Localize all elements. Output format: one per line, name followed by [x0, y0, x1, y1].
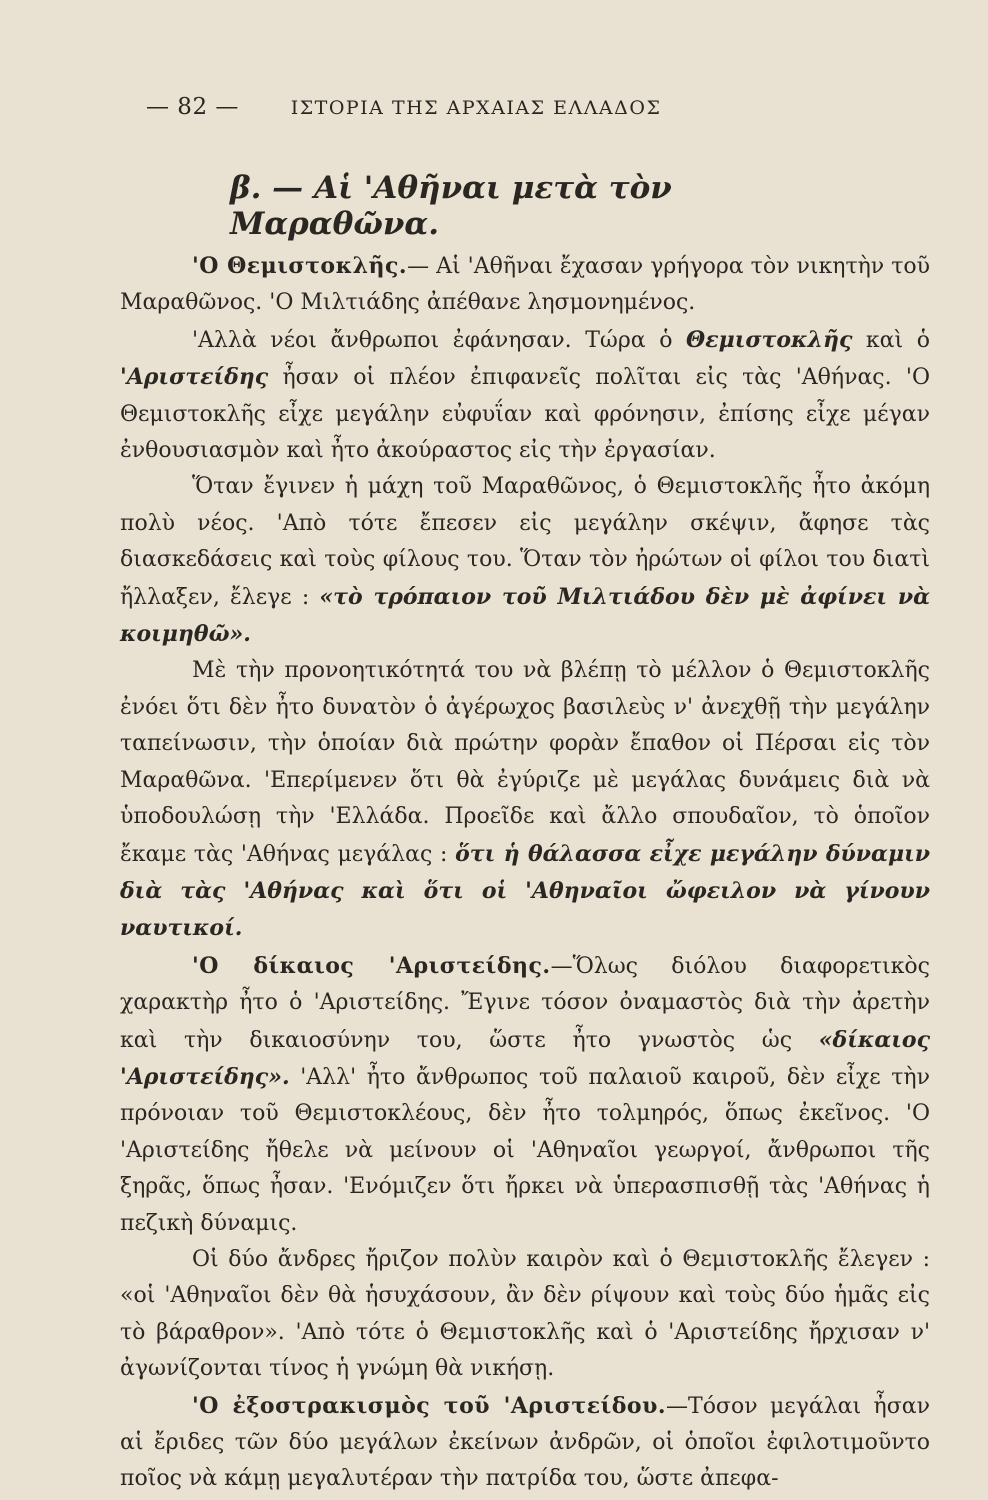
paragraph-text: Μὲ τὴν προνοητικότητά του νὰ βλέπῃ τὸ μέλλον ὁ Θεμιστοκλῆς ἐνόει ὅτι δὲν ἦτο δυνατὸν ὁ ἀγέρωχος βασιλεὺς ν' ἀνεχθῇ τὴν μεγάλην ταπείνωσιν, τὴν ὁποίαν διὰ πρώτην φορὰν ἔπαθον οἱ Πέρσαι εἰς τὸν Μαραθῶνα. 'Επερίμενεν ὅτι θὰ ἐγύριζε μὲ μεγάλας δυνάμεις διὰ νὰ ὑποδουλώσῃ τὴν 'Ελλάδα. Προεῖδε καὶ ἄλλο σπουδαῖον, τὸ ὁποῖον ἔκαμε τὰς 'Αθήνας μεγάλας :	[120, 658, 930, 867]
paragraph-ostracism	[120, 1388, 930, 1498]
paragraph-lead: 'Ο ἐξοστρακισμὸς τοῦ 'Αριστείδου.	[192, 1392, 667, 1419]
paragraph-emphasis: ὅτι ἡ θάλασσα εἶχε μεγάλην δύναμιν διὰ τὰς 'Αθήνας καὶ ὅτι οἱ 'Αθηναῖοι ὤφειλον νὰ γίνουν ναυτικοί.	[120, 840, 930, 942]
paragraph-text: Οἱ δύο ἄνδρες ἤριζον πολὺν καιρὸν καὶ ὁ Θεμιστοκλῆς ἔλεγεν : «οἱ 'Αθηναῖοι δὲν θὰ ἡσυχάσουν, ἂν δὲν ρίψουν καὶ τοὺς δύο ἡμᾶς εἰς τὸ βάραθρον». 'Απὸ τότε ὁ Θεμιστοκλῆς καὶ ὁ 'Αριστείδης ἤρχισαν ν' ἀγωνίζονται τίνος ἡ γνώμη θὰ νικήσῃ.	[120, 1246, 930, 1382]
paragraph-text: —Τόσον μεγάλαι ἦσαν αἱ ἔριδες τῶν δύο μεγάλων ἐκείνων ἀνδρῶν, οἱ ὁποῖοι ἐφιλοτιμοῦντο ποῖος νὰ κάμῃ μεγαλυτέραν τὴν πατρίδα του, ὥστε ἀπεφα-	[120, 1393, 930, 1492]
paragraph-young-men	[120, 322, 930, 470]
emphasis-themistocles: Θεμιστοκλῆς	[686, 326, 853, 353]
paragraph-text: ἦσαν οἱ πλέον ἐπιφανεῖς πολῖται εἰς τὰς 'Αθήνας. 'Ο Θεμιστοκλῆς εἶχε μεγάλην εὐφυΐαν καὶ φρόνησιν, ἐπίσης εἶχε μέγαν ἐνθουσιασμὸν καὶ ἦτο ἀκούραστος εἰς τὴν ἐργασίαν.	[120, 365, 930, 464]
paragraph-foresight	[120, 653, 930, 947]
paragraph-text: — Αἱ 'Αθῆναι ἔχασαν γρήγορα τὸν νικητὴν τοῦ Μαραθῶνος. 'Ο Μιλτιάδης ἀπέθανε λησμονημένος.	[120, 254, 930, 316]
paragraph-emphasis: «δίκαιος 'Αριστείδης».	[120, 1026, 930, 1090]
running-header	[146, 94, 846, 120]
paragraph-text: —Ὅλως διόλου διαφορετικὸς χαρακτὴρ ἦτο ὁ 'Αριστείδης. Ἔγινε τόσον ὀναμαστὸς διὰ τὴν ἀρετὴν καὶ τὴν δικαιοσύνην του, ὥστε ἦτο γνωστὸς ὡς	[120, 953, 930, 1053]
paragraph-text: Ὅταν ἔγινεν ἡ μάχη τοῦ Μαραθῶνος, ὁ Θεμιστοκλῆς ἦτο ἀκόμη πολὺ νέος. 'Απὸ τότε ἔπεσεν εἰς μεγάλην σκέψιν, ἄφησε τὰς διασκεδάσεις καὶ τοὺς φίλους του. Ὅταν τὸν ἠρώτων οἱ φίλοι του διατὶ ἤλλαξεν, ἔλεγε :	[120, 474, 930, 610]
paragraph-lead: 'Ο δίκαιος 'Αριστείδης.	[192, 952, 551, 979]
page-body	[120, 248, 930, 1498]
emphasis-aristides: 'Αριστείδης	[120, 364, 269, 391]
section-title: β. — Αἱ 'Αθῆναι μετὰ τὸν Μαραθῶνα.	[230, 170, 672, 242]
paragraph-quote: «τὸ τρόπαιον τοῦ Μιλτιάδου δὲν μὲ ἀφίνει νὰ κοιμηθῶ».	[120, 583, 931, 648]
paragraph-marathon	[120, 469, 930, 653]
paragraph-themistocles	[120, 248, 930, 322]
paragraph-lead: 'Ο Θεμιστοκλῆς.	[192, 253, 408, 279]
paragraph-text: 'Αλλ' ἦτο ἄνθρωπος τοῦ παλαιοῦ καιροῦ, δὲν εἶχε τὴν πρόνοιαν τοῦ Θεμιστοκλέους, δὲν ἦτο τολμηρός, ὅπως ἐκεῖνος. 'Ο 'Αριστείδης ἤθελε νὰ μείνουν οἱ 'Αθηναῖοι γεωργοί, ἄνθρωποι τῆς ξηρᾶς, ὅπως ἦσαν. 'Ενόμιζεν ὅτι ἤρκει νὰ ὑπερασπισθῇ τὰς 'Αθήνας ἡ πεζικὴ δύναμις.	[120, 1064, 930, 1236]
paragraph-text: καὶ ὁ	[852, 327, 930, 353]
paragraph-aristides	[120, 948, 930, 1242]
running-title: ΙΣΤΟΡΙΑ ΤΗΣ ΑΡΧΑΙΑΣ ΕΛΛΑΔΟΣ	[290, 97, 662, 119]
page-number: — 82 —	[146, 94, 239, 120]
paragraph-text: 'Αλλὰ νέοι ἄνθρωποι ἐφάνησαν. Τώρα ὁ	[192, 327, 687, 353]
paragraph-rivalry	[120, 1242, 930, 1388]
